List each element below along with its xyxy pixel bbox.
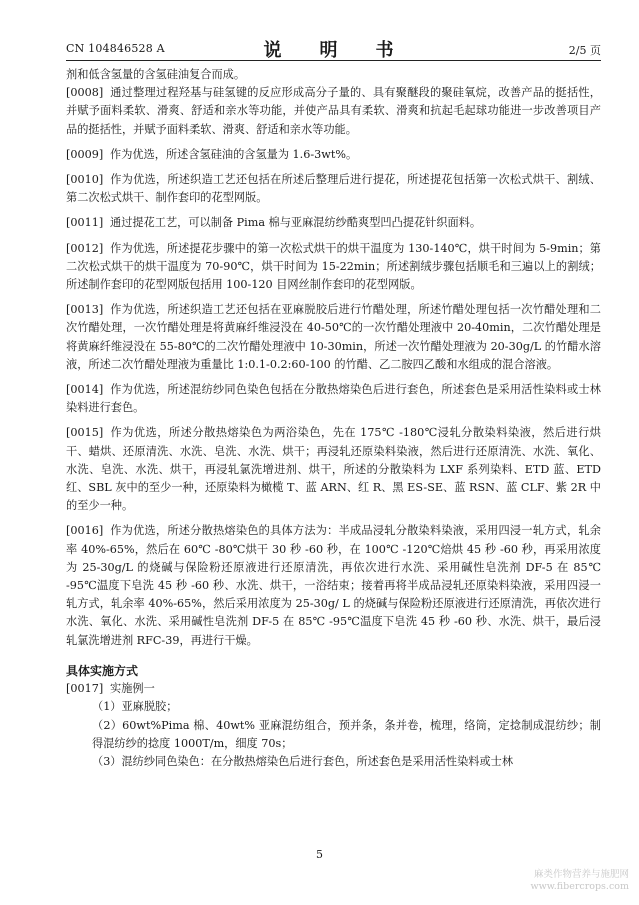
page-indicator: 2/5 页 bbox=[568, 44, 601, 57]
watermark bbox=[531, 869, 629, 893]
paragraph-0009: [0009] 作为优选，所述含氢硅油的含氢量为 1.6-3wt%。 bbox=[66, 147, 358, 161]
header-rule bbox=[66, 60, 601, 61]
section-title: 具体实施方式 bbox=[66, 663, 139, 678]
continuation-text: 剂和低含氢量的含氢硅油复合而成。 bbox=[66, 68, 246, 81]
paragraph-0014: [0014] 作为优选，所述混纺纱同色染色包括在分散热熔染色后进行套色，所述套色是采用活性染料或士林染料进行套色。 bbox=[66, 383, 601, 415]
paragraph-0013: [0013] 作为优选，所述织造工艺还包括在亚麻脱胶后进行竹醋处理，所述竹醋处理包括一次竹醋处理和二次竹醋处理，一次竹醋处理是将黄麻纤维浸没在 40-50℃的一次竹醋处理液中 20-40min，二次竹醋处理是将黄麻纤维浸没在 55-80℃的二次竹醋处理液中 10-30min，所述一次竹醋处理液为 20-30g/L 的竹醋水溶液，所述二次竹醋处理液为重量比 1:0.1-0.2:60-100 的竹醋、乙二胺四乙酸和水组成的混合溶液。 bbox=[66, 303, 601, 371]
watermark-name: 麻类作物营养与施肥网 bbox=[533, 869, 629, 880]
list-item: （2）60wt%Pima 棉、40wt% 亚麻混纺组合，预并条，条并卷，梳理，络筒，定捻制成混纺纱；制得混纺纱的捻度 1000T/m，细度 70s； bbox=[92, 718, 601, 750]
document-title: 说 明 书 bbox=[263, 40, 404, 61]
paragraph-0017: [0017] 实施例一 bbox=[66, 682, 155, 696]
list-item: （1）亚麻脱胶； bbox=[92, 700, 178, 714]
paragraph-0015: [0015] 作为优选，所述分散热熔染色为两浴染色，先在 175℃ -180℃浸轧分散染料染液，然后进行烘干、蜡烘、还原清洗、水洗、皂洗、水洗、烘干；再浸轧还原染料染液，然后进行还原清洗、水洗、氧化、水洗、皂洗、水洗、烘干，再浸轧氯洗增进剂、烘干，所述的分散染料为 LXF 系列染料、ETD 蓝、ETD 红、SBL 灰中的至少一种，还原染料为橄榄 T、蓝 ARN、红 R、黑 ES-SE、蓝 RSN、蓝 CLF、紫 2R 中的至少一种。 bbox=[66, 426, 601, 513]
paragraph-0008: [0008] 通过整理过程羟基与硅氢键的反应形成高分子量的、具有聚醚段的聚硅氧烷，改善产品的挺括性，并赋予面料柔软、滑爽、舒适和亲水等功能，并使产品具有柔软、滑爽和抗起毛起球功能进一步改善项目产品的挺括性，并赋予面料柔软、滑爽、舒适和亲水等功能。 bbox=[66, 86, 601, 136]
document-body bbox=[66, 66, 601, 771]
list-item: （3）混纺纱同色染色：在分散热熔染色后进行套色，所述套色是采用活性染料或士林 bbox=[92, 754, 514, 768]
watermark-url: www.fibercrops.com bbox=[530, 881, 629, 892]
page-header bbox=[66, 36, 601, 61]
patent-number: CN 104846528 A bbox=[66, 42, 165, 55]
paragraph-0012: [0012] 作为优选，所述提花步骤中的第一次松式烘干的烘干温度为 130-140℃，烘干时间为 5-9min；第二次松式烘干的烘干温度为 70-90℃，烘干时间为 15-22min；所述割绒步骤包括顺毛和三遍以上的割绒；所述制作套印的花型网版包括用 100-120 目网丝制作套印的花型网版。 bbox=[66, 241, 601, 292]
paragraph-0010: [0010] 作为优选，所述织造工艺还包括在所述后整理后进行提花，所述提花包括第一次松式烘干、割绒、第二次松式烘干、制作套印的花型网版。 bbox=[66, 173, 601, 205]
page-number: 5 bbox=[316, 848, 323, 861]
paragraph-0011: [0011] 通过提花工艺，可以制备 Pima 棉与亚麻混纺纱酷爽型凹凸提花针织面料。 bbox=[66, 216, 482, 230]
paragraph-0016: [0016] 作为优选，所述分散热熔染色的具体方法为：半成品浸轧分散染料染液，采用四浸一轧方式，轧余率 40%-65%，然后在 60℃ -80℃烘干 30 秒 -60 秒，在 100℃ -120℃焙烘 45 秒 -60 秒，再采用浓度为 25-30g/L 的烧碱与保险粉还原液进行还原清洗，再依次进行水洗、采用碱性皂洗剂 DF-5 在 85℃ -95℃温度下皂洗 45 秒 -60 秒、水洗、烘干，一浴结束；接着再将半成品浸轧还原染料染液，采用四浸一轧方式，轧余率 40%-65%，然后采用浓度为 25-30g/ L 的烧碱与保险粉还原液进行还原清洗，再依次进行水洗、氧化、水洗、采用碱性皂洗剂 DF-5 在 85℃ -95℃温度下皂洗 45 秒 -60 秒、水洗、烘干，最后浸轧氯洗增进剂 RFC-39，再进行干燥。 bbox=[66, 524, 601, 647]
